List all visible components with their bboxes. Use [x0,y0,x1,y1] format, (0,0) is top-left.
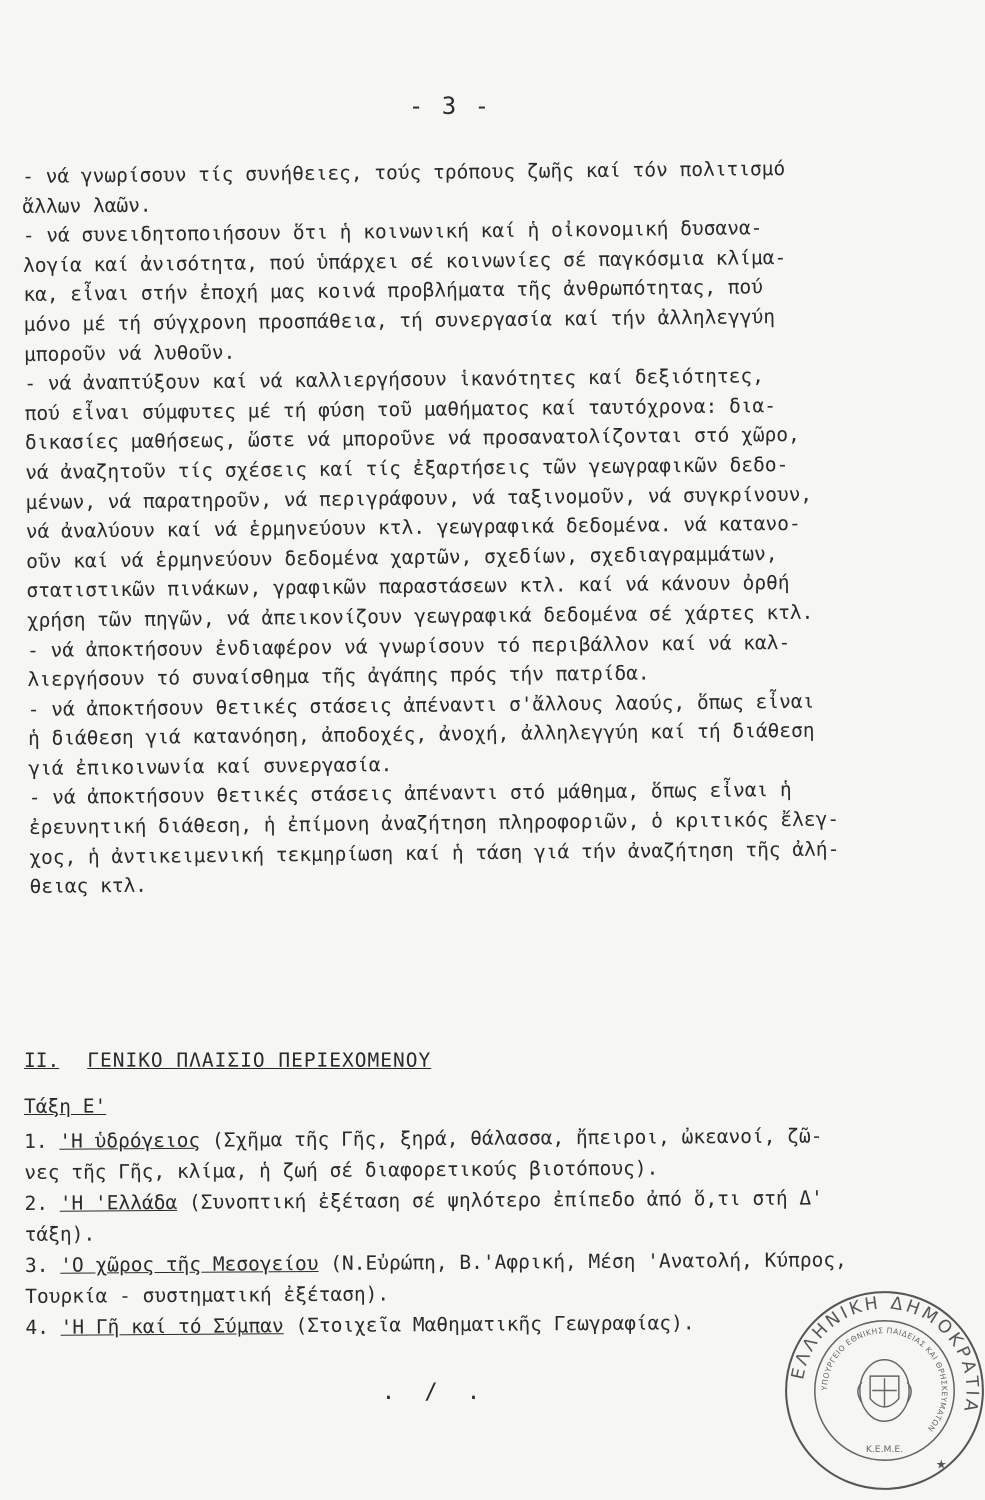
item-title: 'Η Γῆ καί τό Σύμπαν [60,1314,284,1339]
text-line: - νά γνωρίσουν τίς συνήθειες, τούς τρόπους ζωῆς καί τόν πολιτισμό [22,157,786,188]
item-number: 4. [25,1315,49,1339]
text-line: - νά ἀποκτήσουν θετικές στάσεις ἀπέναντι σ'ἄλλους λαούς, ὅπως εἶναι [27,689,815,721]
item-number: 3. [24,1253,49,1277]
list-item-continuation: Τουρκία - συστηματική ἐξέταση). [25,1282,390,1308]
text-line: - νά ἀναπτύξουν καί νά καλλιεργήσουν ἱκανότητες καί δεξιότητες, [24,364,765,396]
text-line: μόνο μέ τή σύγχρονη προσπάθεια, τή συνεργασία καί τήν ἀλληλεγγύη [23,305,776,336]
section-title: ΓΕΝΙΚΟ ΠΛΑΙΣΙΟ ΠΕΡΙΕΧΟΜΕΝΟΥ [87,1049,432,1072]
text-line: ἄλλων λαῶν. [22,193,152,218]
text-line: νά ἀναλύουν καί νά ἑρμηνεύουν κτλ. γεωγραφικά δεδομένα. νά κατανο- [25,511,801,544]
text-line: λιεργήσουν τό συναίσθημα τῆς ἀγάπης πρός τήν πατρίδα. [27,661,650,692]
official-stamp [782,1288,985,1493]
continuation-mark: . / . [381,1380,489,1405]
text-line: χρήση τῶν πηγῶν, νά ἀπεικονίζουν γεωγραφικά δεδομένα σέ χάρτες κτλ. [26,600,814,632]
item-description: (Σχῆμα τῆς Γῆς, ξηρά, θάλασσα, ἤπειροι, ὠκεανοί, ζῶ- [200,1124,823,1152]
text-line: - νά συνειδητοποιήσουν ὅτι ἡ κοινωνική καί ἡ οἰκονομική δυσανα- [22,216,763,248]
text-line: πού εἶναι σύμφυτες μέ τή φύση τοῦ μαθήματος καί ταυτόχρονα: δια- [24,393,777,425]
stamp-inner-text: ΥΠΟΥΡΓΕΙΟ ΕΘΝΙΚΗΣ ΠΑΙΔΕΙΑΣ ΚΑΙ ΘΡΗΣΚΕΥΜΑΤΩΝ [820,1326,949,1434]
text-line: οῦν καί νά ἑρμηνεύουν δεδομένα χαρτῶν, σχεδίων, σχεδιαγραμμάτων, [26,541,778,573]
grade-heading: Τάξη Ε' [24,1095,107,1118]
list-item-continuation: νες τῆς Γῆς, κλίμα, ἡ ζωή σέ διαφορετικούς βιοτόπους). [24,1156,659,1184]
item-title: 'Ο χῶρος τῆς Μεσογείου [60,1251,319,1277]
stamp-outer-text: ΕΛΛΗΝΙΚΗ ΔΗΜΟΚΡΑΤΙΑ [788,1293,982,1417]
text-line: - νά ἀποκτήσουν θετικές στάσεις ἀπέναντι στό μάθημα, ὅπως εἶναι ἡ [28,778,792,810]
list-item-continuation: τάξη). [24,1222,96,1246]
list-item [25,1243,965,1281]
item-title: 'Η 'Ελλάδα [59,1190,178,1215]
text-line: ἐρευνητική διάθεση, ἡ ἐπίμονη ἀναζήτηση πληροφοριῶν, ὁ κριτικός ἔλεγ- [28,807,840,840]
text-line: κα, εἶναι στήν ἐποχή μας κοινά προβλήματα τῆς ἀνθρωπότητας, πού [23,275,764,307]
objectives-text [22,152,965,902]
text-line: θειας κτλ. [29,873,148,899]
item-number: 1. [24,1129,48,1153]
text-line: μποροῦν νά λυθοῦν. [23,340,236,366]
item-description: (Στοιχεῖα Μαθηματικῆς Γεωγραφίας). [283,1311,695,1338]
page-number: - 3 - [408,92,492,120]
text-line: στατιστικῶν πινάκων, γραφικῶν παραστάσεων κτλ. καί νά κάνουν ὀρθή [26,571,790,603]
item-title: 'Η ὑδρόγειος [59,1128,201,1153]
section-number: II. [24,1049,60,1072]
text-line: γιά ἐπικοινωνία καί συνεργασία. [28,753,393,780]
item-description: (Συνοπτική ἐξέταση σέ ψηλότερο ἐπίπεδο ἀπό ὅ,τι στή Δ' [177,1186,823,1214]
star-icon: ★ [935,1457,947,1472]
text-line: χος, ἡ ἀντικειμενική τεκμηρίωση καί ἡ τάση γιά τήν ἀναζήτηση τῆς ἀλή- [29,837,840,869]
text-line: νά ἀναζητοῦν τίς σχέσεις καί τίς ἐξαρτήσεις τῶν γεωγραφικῶν δεδο- [25,452,789,484]
text-line: μένων, νά παρατηροῦν, νά περιγράφουν, νά ταξινομοῦν, νά συγκρίνουν, [25,482,813,514]
section-heading [24,1046,924,1076]
text-line: ἡ διάθεση γιά κατανόηση, ἀποδοχές, ἀνοχή, ἀλληλεγγύη καί τή διάθεση [27,719,815,751]
coat-of-arms-icon [858,1360,911,1422]
text-line: δικασίες μαθήσεως, ὥστε νά μποροῦνε νά προσανατολίζονται στό χῶρο, [24,423,800,455]
text-line: - νά ἀποκτήσουν ἐνδιαφέρον νά γνωρίσουν τό περιβάλλον καί νά καλ- [26,630,791,662]
item-description: (Ν.Εὐρώπη, Β.'Αφρική, Μέση 'Ανατολή, Κύπρος, [318,1248,847,1275]
item-number: 2. [24,1191,49,1215]
stamp-bottom-text: Κ.Ε.Μ.Ε. [865,1444,904,1455]
text-line: λογία καί ἀνισότητα, πού ὑπάρχει σέ κοινωνίες σέ παγκόσμια κλίμα- [22,245,787,277]
